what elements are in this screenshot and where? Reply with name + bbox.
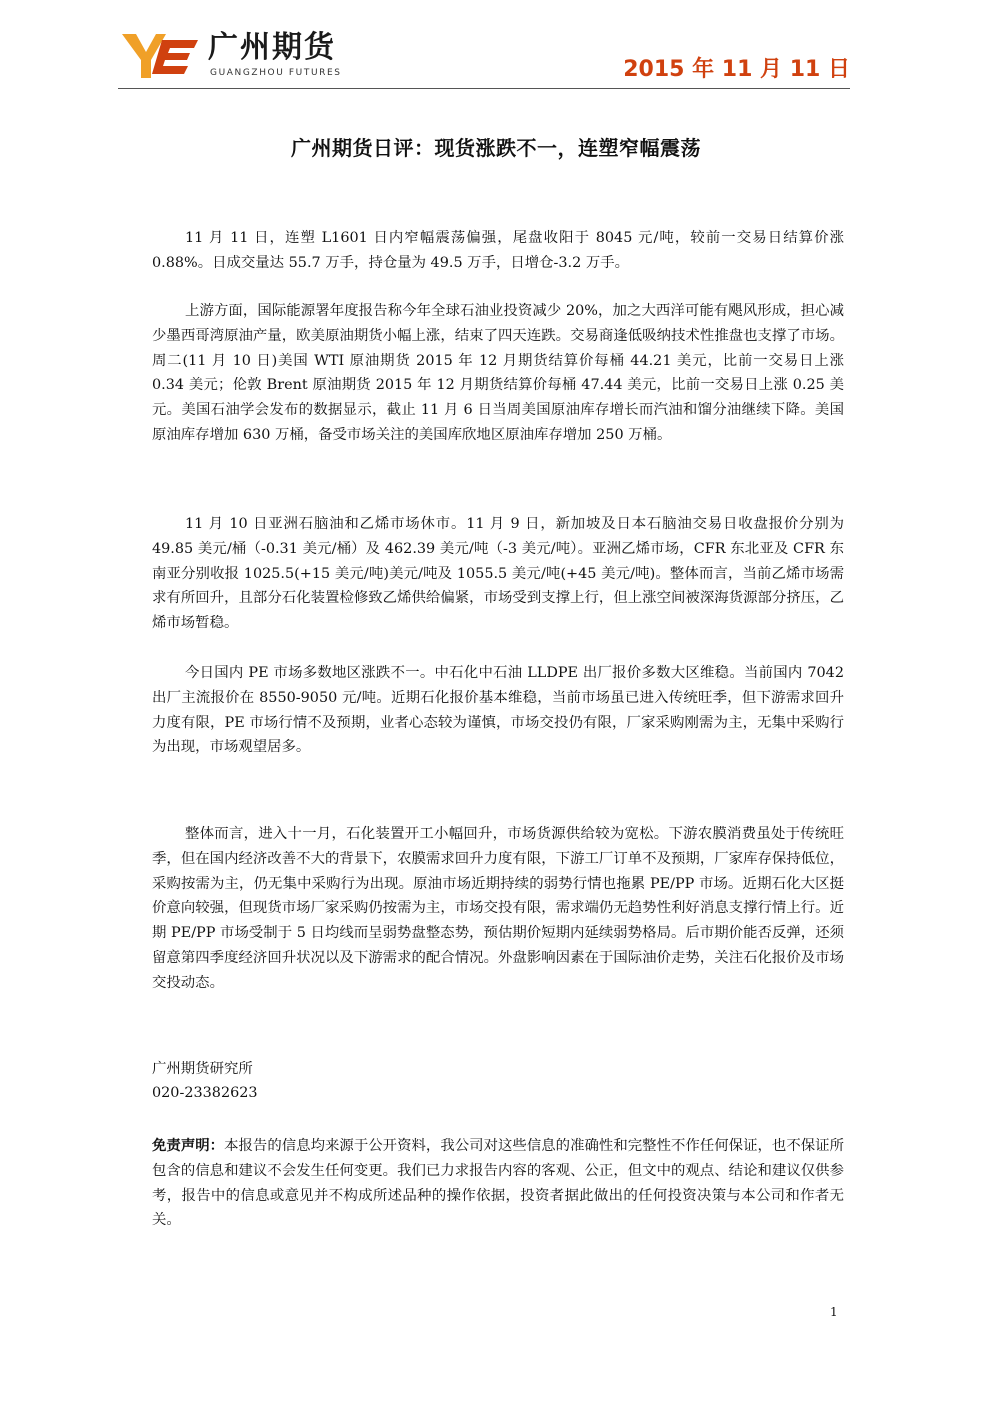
logo-name: 广州期货 [208, 30, 336, 65]
paragraph-domestic-pe: 今日国内 PE 市场多数地区涨跌不一。中石化中石油 LLDPE 出厂报价多数大区维稳。当前国内 7042 出厂主流报价在 8550-9050 元/吨。近期石化报价基本维稳，当前市场虽已进入传统旺季，但下游需求回升力度有限，PE 市场行情不及预期，业者心态较为谨慎，市场交投仍有限，厂家采购刚需为主，无集中采购行为出现，市场观望居多。 [152, 665, 844, 756]
page-header [118, 26, 850, 90]
research-institute-name: 广州期货研究所 [152, 1061, 253, 1077]
guangzhou-futures-logo-icon [122, 30, 200, 80]
report-title: 广州期货日评：现货涨跌不一，连塑窄幅震荡 [291, 136, 701, 160]
company-logo [122, 30, 352, 82]
header-divider [118, 88, 850, 89]
paragraph-upstream: 上游方面，国际能源署年度报告称今年全球石油业投资减少 20%，加之大西洋可能有飓风形成，担心减少墨西哥湾原油产量，欧美原油期货小幅上涨，结束了四天连跌。交易商逢低吸纳技术性推盘也支撑了市场。周二(11 月 10 日)美国 WTI 原油期货 2015 年 12 月期货结算价每桶 44.21 美元，比前一交易日上涨 0.34 美元；伦敦 Brent 原油期货 2015 年 12 月期货结算价每桶 47.44 美元，比前一交易日上涨 0.25 美元。美国石油学会发布的数据显示，截止 11 月 6 日当周美国原油库存增长而汽油和馏分油继续下降。美国原油库存增加 630 万桶，备受市场关注的美国库欣地区原油库存增加 250 万桶。 [152, 303, 844, 443]
disclaimer-text: 本报告的信息均来源于公开资料，我公司对这些信息的准确性和完整性不作任何保证，也不保证所包含的信息和建议不会发生任何变更。我们已力求报告内容的客观、公正，但文中的观点、结论和建议仅供参考，报告中的信息或意见并不构成所述品种的操作依据，投资者据此做出的任何投资决策与本公司和作者无关。 [152, 1138, 844, 1229]
paragraph-market-summary: 11 月 11 日，连塑 L1601 日内窄幅震荡偏强，尾盘收阳于 8045 元/吨，较前一交易日结算价涨 0.88%。日成交量达 55.7 万手，持仓量为 49.5 万手，日增仓-3.2 万手。 [152, 230, 844, 271]
logo-english-name: GUANGZHOU FUTURES [210, 68, 342, 78]
contact-phone: 020-23382623 [152, 1085, 258, 1101]
disclaimer [152, 1134, 844, 1233]
paragraph-outlook: 整体而言，进入十一月，石化装置开工小幅回升，市场货源供给较为宽松。下游农膜消费虽处于传统旺季，但在国内经济改善不大的背景下，农膜需求回升力度有限，下游工厂订单不及预期，厂家库存保持低位，采购按需为主，仍无集中采购行为出现。原油市场近期持续的弱势行情也拖累 PE/PP 市场。近期石化大区挺价意向较强，但现货市场厂家采购仍按需为主，市场交投有限，需求端仍无趋势性利好消息支撑行情上行。近期 PE/PP 市场受制于 5 日均线而呈弱势盘整态势，预估期价短期内延续弱势格局。后市期价能否反弹，还须留意第四季度经济回升状况以及下游需求的配合情况。外盘影响因素在于国际油价走势，关注石化报价及市场交投动态。 [152, 826, 844, 991]
disclaimer-label: 免责声明： [152, 1137, 225, 1154]
page-number: 1 [830, 1305, 838, 1319]
report-date: 2015 年 11 月 11 日 [623, 57, 850, 82]
paragraph-naphtha-ethylene: 11 月 10 日亚洲石脑油和乙烯市场休市。11 月 9 日，新加坡及日本石脑油交易日收盘报价分别为 49.85 美元/桶（-0.31 美元/桶）及 462.39 美元/吨（-3 美元/吨）。亚洲乙烯市场，CFR 东北亚及 CFR 东南亚分别收报 1025.5(+15 美元/吨)美元/吨及 1055.5 美元/吨(+45 美元/吨)。整体而言，当前乙烯市场需求有所回升，且部分石化装置检修致乙烯供给偏紧，市场受到支撑上行，但上涨空间被深海货源部分挤压，乙烯市场暂稳。 [152, 516, 844, 632]
